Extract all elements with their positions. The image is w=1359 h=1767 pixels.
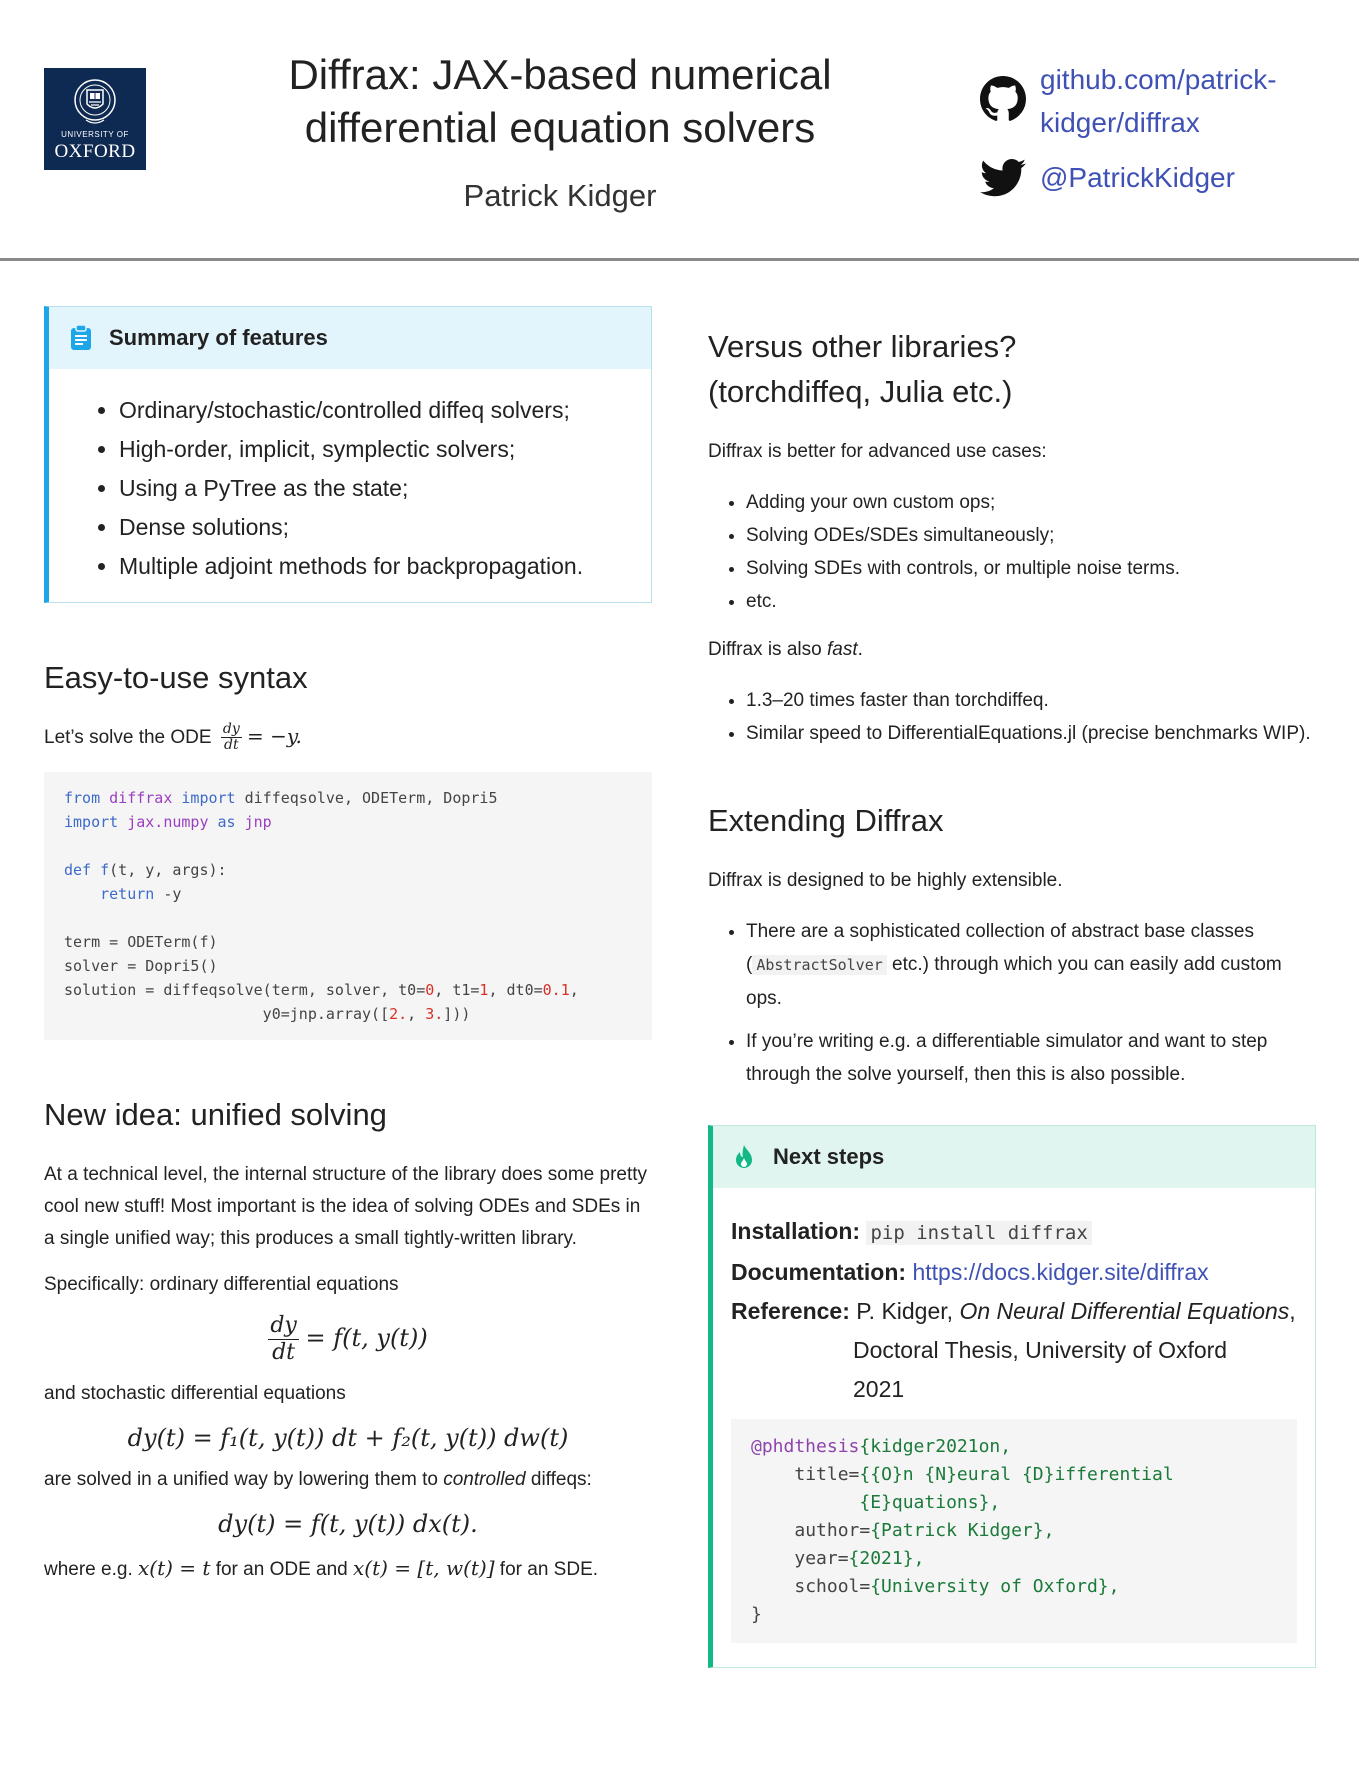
- poster-title: Diffrax: JAX-based numerical differential equation solvers: [288, 51, 832, 151]
- ode-fraction: [221, 722, 242, 753]
- list-item: • If you’re writing e.g. a differentiable simulator and want to step through the solve yourself, then this is also possible.: [746, 1025, 1316, 1091]
- intro-text: Let’s solve the ODE: [44, 727, 212, 748]
- versus-heading: [708, 324, 1316, 414]
- clipboard-icon: [69, 325, 93, 351]
- heading-line: (torchdiffeq, Julia etc.): [708, 374, 1013, 409]
- versus-list: [708, 486, 1316, 618]
- list-item: • Using a PyTree as the state;: [119, 469, 651, 508]
- text: Diffrax is also: [708, 639, 827, 660]
- reference-row: [731, 1292, 1297, 1331]
- reference-line-2: Doctoral Thesis, University of Oxford: [853, 1337, 1228, 1363]
- extending-intro: Diffrax is designed to be highly extensible.: [708, 870, 1063, 891]
- list-item: • 1.3–20 times faster than torchdiffeq.: [746, 684, 1316, 717]
- docs-label: Documentation:: [731, 1259, 907, 1285]
- emphasis: fast: [826, 639, 858, 660]
- summary-list: [49, 369, 651, 602]
- poster-author: Patrick Kidger: [463, 178, 657, 213]
- install-label: Installation:: [731, 1218, 861, 1244]
- code-block: from diffrax import diffeqsolve, ODETerm, Dopri5 import jax.numpy as jnp def f(t, y, args): return -y term = ODETerm(f) solver = Dopri5() solution = diffeqsolve(term, solver, t0=0, t1=1, dt0=0.1, y0=jnp.array([2., 3.])): [44, 772, 652, 1040]
- text: There are a sophisticated collection of abstract base classes (: [746, 921, 1254, 975]
- list-item: • Multiple adjoint methods for backpropagation.: [119, 547, 651, 586]
- reference-label: Reference:: [731, 1298, 850, 1324]
- text: where e.g.: [44, 1559, 138, 1580]
- next-steps-admonition: [708, 1125, 1316, 1668]
- ode-rhs: = −y.: [247, 724, 302, 748]
- list-item: • Adding your own custom ops;: [746, 486, 1316, 519]
- fraction-denominator: dt: [272, 1340, 296, 1365]
- docs-row: [731, 1253, 1297, 1292]
- unified-paragraph-2: Specifically: ordinary differential equations: [44, 1274, 399, 1295]
- text: P. Kidger,: [856, 1298, 960, 1324]
- text: ,: [1289, 1298, 1296, 1324]
- emphasis: On Neural Differential Equations: [959, 1298, 1290, 1324]
- extending-heading: Extending Diffrax: [708, 803, 944, 838]
- next-steps-header: [713, 1126, 1315, 1188]
- github-link[interactable]: github.com/patrick-kidger/diffrax: [1040, 64, 1277, 138]
- fast-intro: [708, 634, 1316, 666]
- summary-admonition: [44, 306, 652, 603]
- list-item: • Solving SDEs with controls, or multiple noise terms.: [746, 552, 1316, 585]
- right-column: [708, 306, 1316, 1668]
- fraction-numerator: dy: [270, 1313, 297, 1338]
- unified-paragraph-1: At a technical level, the internal structure of the library does some pretty cool new stuff! Most important is the idea of solving ODEs and SDEs in a single unified way; this produces a small tightly-written library.: [44, 1164, 648, 1249]
- list-item: [746, 915, 1316, 1015]
- install-command: pip install diffrax: [866, 1221, 1091, 1245]
- logo-oxford-text: OXFORD: [54, 141, 136, 162]
- summary-title: Summary of features: [109, 325, 328, 350]
- ode-fraction-large: [268, 1313, 299, 1366]
- list-item: • High-order, implicit, symplectic solvers;: [119, 430, 651, 469]
- fast-list: [708, 684, 1316, 750]
- summary-header: [49, 307, 651, 369]
- fraction-denominator: dt: [224, 737, 239, 754]
- sde-equation: dy(t) = f₁(t, y(t)) dt + f₂(t, y(t)) dw(t): [127, 1424, 569, 1452]
- twitter-icon: [980, 158, 1026, 198]
- ode-equation: [44, 1313, 652, 1366]
- cde-equation: dy(t) = f(t, y(t)) dx(t).: [218, 1510, 478, 1538]
- logo-university-text: UNIVERSITY OF: [61, 130, 129, 139]
- emphasis: controlled: [443, 1469, 526, 1490]
- inline-code: AbstractSolver: [752, 955, 886, 975]
- math-inline: x(t) = t: [138, 1556, 211, 1580]
- unified-paragraph-3: and stochastic differential equations: [44, 1383, 346, 1404]
- versus-intro: Diffrax is better for advanced use cases:: [708, 441, 1047, 462]
- easy-syntax-intro: [44, 720, 652, 754]
- left-column: [44, 306, 652, 1586]
- bibtex-block: @phdthesis{kidger2021on, title={{O}n {N}eural {D}ifferential {E}quations}, author={Patrick Kidger}, year={2021}, school={University of Oxford}, }: [731, 1419, 1297, 1643]
- extending-list: [708, 915, 1316, 1091]
- text: are solved in a unified way by lowering them to: [44, 1469, 444, 1490]
- unified-paragraph-4: [44, 1464, 652, 1496]
- next-steps-body: [713, 1188, 1315, 1667]
- list-item: • Similar speed to DifferentialEquations.jl (precise benchmarks WIP).: [746, 717, 1316, 750]
- list-item: • Solving ODEs/SDEs simultaneously;: [746, 519, 1316, 552]
- math-inline: x(t) = [t, w(t)]: [353, 1556, 495, 1580]
- reference-line-3: 2021: [853, 1376, 905, 1402]
- oxford-logo: [44, 68, 146, 170]
- github-icon: [980, 76, 1026, 122]
- ode-rhs: = f(t, y(t)): [305, 1323, 428, 1352]
- docs-link[interactable]: https://docs.kidger.site/diffrax: [912, 1259, 1209, 1285]
- text: for an SDE.: [494, 1559, 599, 1580]
- list-item: • Dense solutions;: [119, 508, 651, 547]
- poster-header: [0, 0, 1359, 261]
- unified-paragraph-5: [44, 1552, 652, 1586]
- fraction-numerator: dy: [222, 721, 240, 738]
- list-item: • etc.: [746, 585, 1316, 618]
- install-row: [731, 1212, 1297, 1253]
- fire-icon: [733, 1144, 755, 1170]
- list-item: • Ordinary/stochastic/controlled diffeq solvers;: [119, 391, 651, 430]
- unified-heading: New idea: unified solving: [44, 1097, 387, 1132]
- twitter-link[interactable]: @PatrickKidger: [1040, 162, 1235, 193]
- text: .: [857, 639, 863, 660]
- text: for an ODE and: [210, 1559, 354, 1580]
- next-steps-title: Next steps: [773, 1144, 885, 1169]
- oxford-crest-icon: [72, 76, 118, 128]
- text: etc.) through which you can easily add custom ops.: [746, 954, 1282, 1009]
- easy-syntax-heading: Easy-to-use syntax: [44, 660, 308, 695]
- text: diffeqs:: [525, 1469, 592, 1490]
- heading-line: Versus other libraries?: [708, 329, 1017, 364]
